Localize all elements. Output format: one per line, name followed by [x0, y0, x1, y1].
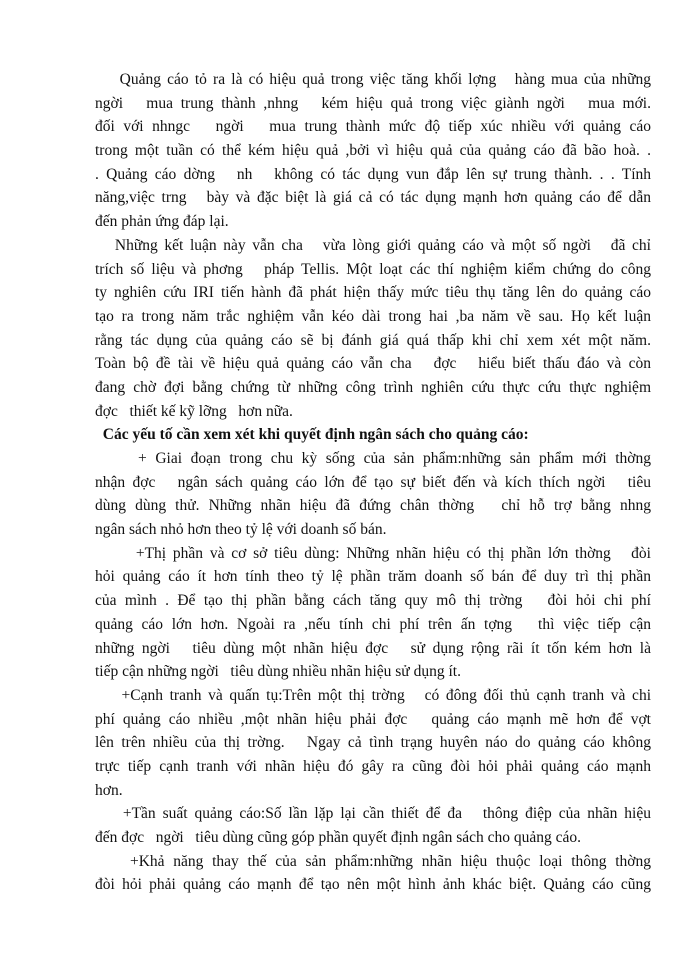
text-line: năng,việc trng bày và đặc biệt là giá cả có tác dụng mạnh hơn quảng cáo để dẫn — [95, 189, 651, 207]
text-line: dùng dùng thử. Những nhãn hiệu đã đứng chân thờng chỉ hỗ trợ bằng nhng — [95, 497, 651, 515]
text-line: ngân sách nhỏ hơn theo tỷ lệ với doanh số bán. — [95, 521, 387, 539]
text-line: trực tiếp cạnh tranh với nhãn hiệu đó gây ra cũng đòi hỏi phải quảng cáo mạnh — [95, 757, 651, 775]
text-line: rằng tác dụng của quảng cáo sẽ bị đánh giá quá thấp khi chỉ xem xét một năm. — [95, 331, 651, 349]
text-line: . Quảng cáo dờng nh không có tác dụng vun đắp lên sự trung thành. . . Tính — [95, 165, 651, 183]
text-line: quảng cáo lớn hơn. Ngoài ra ,nếu tính chi phí trên ấn tợng thì việc tiếp cận — [95, 615, 651, 633]
text-line: tạo ra trong năm trắc nghiệm vẫn kéo dài trong hai ,ba năm về sau. Họ kết luận — [95, 307, 651, 325]
text-line: nhận đợc ngân sách quảng cáo lớn để tạo sự biết đến và kích thích ngời tiêu — [95, 473, 651, 491]
text-line: Toàn bộ đề tài về hiệu quả quảng cáo vẫn cha đợc hiểu biết thấu đáo và còn — [95, 355, 651, 373]
text-line: hỏi quảng cáo ít hơn tính theo tỷ lệ phần trăm doanh số bán để duy trì thị phần — [95, 568, 651, 586]
text-line: ty nghiên cứu IRI tiến hành đã phát hiện thấy mức tiêu thụ tăng lên do quảng cáo — [95, 284, 651, 302]
text-line: ngời mua trung thành ,nhng kém hiệu quả trong việc giành ngời mua mới. — [95, 94, 651, 112]
text-line: trong một tuần có thể kém hiệu quả ,bởi vì hiệu quả của quảng cáo đã bão hoà. . — [95, 142, 651, 160]
text-line: +Khả năng thay thế của sản phẩm:những nhãn hiệu thuộc loại thông thờng — [95, 852, 651, 870]
text-line: lên trên nhiều của thị trờng. Ngay cả tình trạng huyên náo do quảng cáo không — [95, 734, 651, 752]
document-body — [95, 68, 651, 897]
text-line: +Cạnh tranh và quấn tụ:Trên một thị trờng có đông đối thủ cạnh tranh và chi — [95, 686, 651, 704]
text-line: đến đợc ngời tiêu dùng cũng góp phần quyết định ngân sách cho quảng cáo. — [95, 829, 582, 846]
text-line: trích số liệu và phơng pháp Tellis. Một loạt các thí nghiệm kiểm chứng do công — [95, 260, 651, 278]
text-line: tiếp cận những ngời tiêu dùng nhiều nhãn hiệu sử dụng ít. — [95, 663, 461, 681]
text-line: những ngời tiêu dùng một nhãn hiệu đợc sử dụng rộng rãi ít tốn kém hơn là — [95, 639, 651, 657]
text-line: đang chờ đợi bằng chứng từ những công trình nghiên cứu thực cứu thực nghiệm — [95, 378, 651, 396]
text-line: hơn. — [95, 781, 123, 799]
text-line: Những kết luận này vẫn cha vừa lòng giới quảng cáo và một số ngời đã chỉ — [95, 236, 651, 254]
text-line: +Thị phần và cơ sở tiêu dùng: Những nhãn hiệu có thị phần lớn thờng đòi — [95, 544, 651, 562]
text-line: Quảng cáo tỏ ra là có hiệu quả trong việc tăng khối lợng hàng mua của những — [95, 71, 651, 88]
text-line: đòi hỏi phải quảng cáo mạnh để tạo nên một hình ảnh khác biệt. Quảng cáo cũng — [95, 876, 651, 894]
text-line: của mình . Để tạo thị phần bằng cách tăng quy mô thị trờng đòi hỏi chi phí — [95, 592, 651, 610]
text-line: + Giai đoạn trong chu kỳ sống của sản phẩm:những sản phẩm mới thờng — [95, 450, 651, 467]
text-line: đợc thiết kế kỹ lỡng hơn nữa. — [95, 402, 293, 420]
text-line: đến phản ứng đáp lại. — [95, 213, 229, 231]
text-line: +Tần suất quảng cáo:Số lần lặp lại cần thiết để đa thông điệp của nhãn hiệu — [95, 805, 651, 823]
text-line: phí quảng cáo nhiều ,một nhãn hiệu phải đợc quảng cáo mạnh mẽ hơn để vợt — [95, 710, 651, 728]
text-line: đối với nhngc ngời mua trung thành mức độ tiếp xúc nhiều với quảng cáo — [95, 118, 651, 136]
section-heading: Các yếu tố cần xem xét khi quyết định ngân sách cho quảng cáo: — [95, 426, 529, 444]
